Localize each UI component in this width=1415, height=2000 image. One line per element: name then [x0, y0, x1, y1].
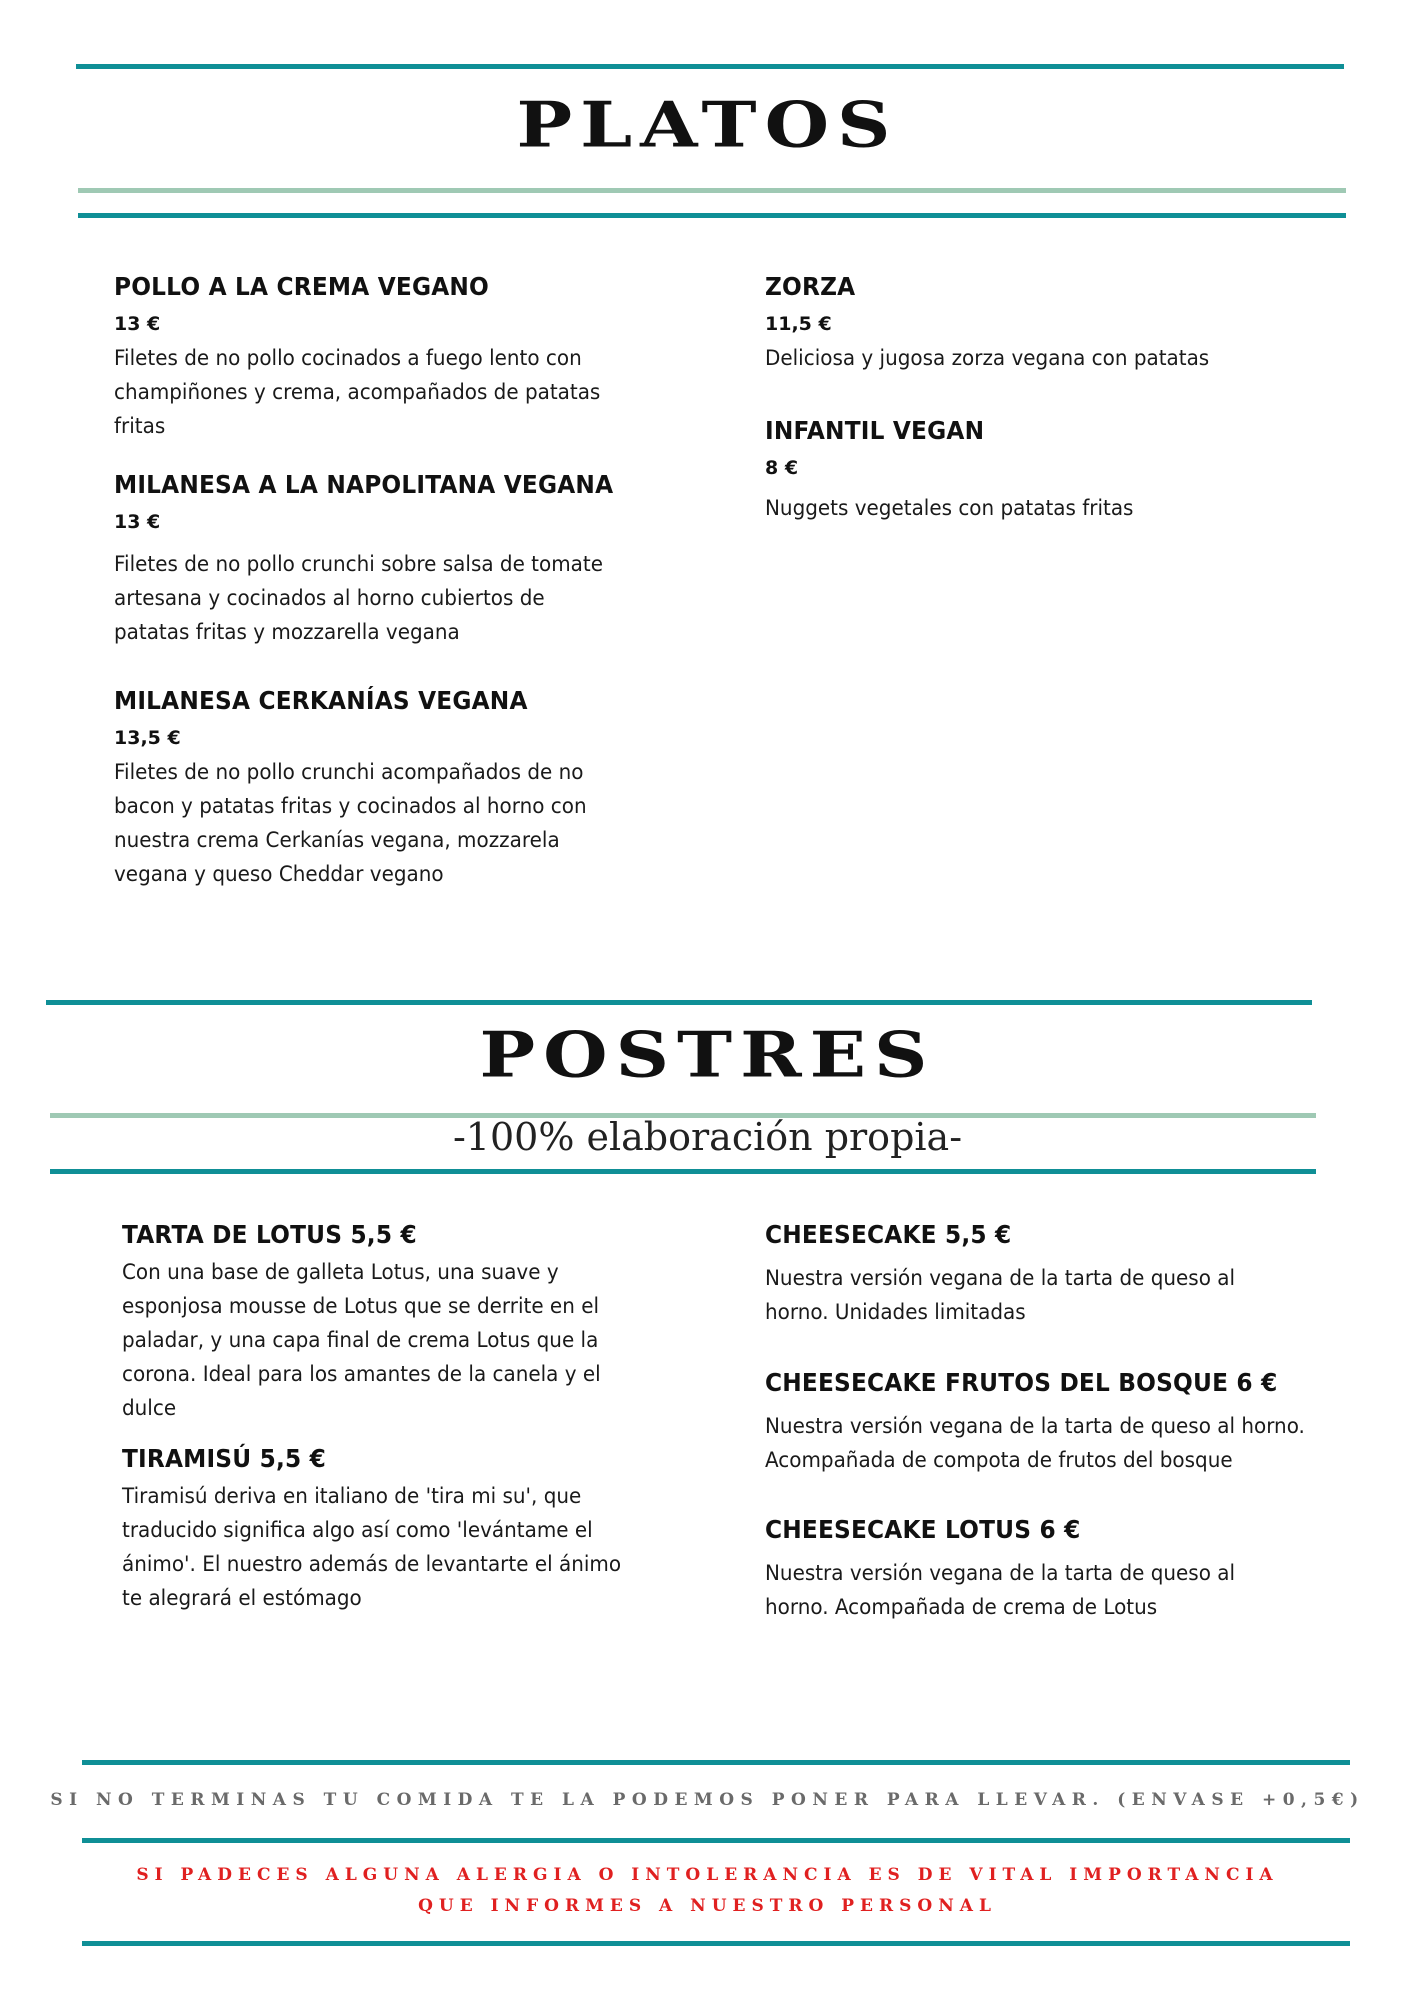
postre-cheesecake [765, 1220, 1345, 1329]
item-price: 13,5 € [114, 727, 181, 749]
item-name: CHEESECAKE 5,5 € [765, 1220, 1012, 1249]
item-name: MILANESA A LA NAPOLITANA VEGANA [114, 470, 614, 499]
platos-title: PLATOS [516, 88, 899, 162]
plato-pollo-crema [114, 272, 654, 443]
platos-mid-rule [78, 188, 1346, 193]
item-description: Con una base de galleta Lotus, una suave y esponjosa mousse de Lotus que se derrite en el paladar, y una capa final de crema Lotus que la corona. Ideal para los amantes de la canela y el dulce [122, 1260, 601, 1420]
item-name: TIRAMISÚ 5,5 € [122, 1444, 326, 1473]
item-description: Filetes de no pollo crunchi sobre salsa de tomate artesana y cocinados al horno cubiertos de patatas fritas y mozzarella vegana [114, 552, 603, 644]
item-name: POLLO A LA CREMA VEGANO [114, 272, 489, 301]
footer-rule-bottom [82, 1941, 1350, 1946]
item-description: Filetes de no pollo crunchi acompañados de no bacon y patatas fritas y cocinados al horno con nuestra crema Cerkanías vegana, mozzarela vegana y queso Cheddar vegano [114, 760, 587, 886]
postre-cheesecake-frutos-bosque [765, 1368, 1345, 1477]
item-description: Nuggets vegetales con patatas fritas [765, 496, 1134, 520]
plato-infantil-vegan [765, 416, 1325, 525]
item-name: CHEESECAKE FRUTOS DEL BOSQUE 6 € [765, 1368, 1278, 1397]
postre-tiramisu [122, 1444, 672, 1615]
item-name: CHEESECAKE LOTUS 6 € [765, 1515, 1081, 1544]
takeaway-notice: SI NO TERMINAS TU COMIDA TE LA PODEMOS PONER PARA LLEVAR. (ENVASE +0,5€) [50, 1790, 1365, 1810]
postres-title: POSTRES [479, 1018, 936, 1092]
postre-cheesecake-lotus [765, 1515, 1345, 1624]
plato-milanesa-napolitana [114, 470, 654, 649]
item-price: 11,5 € [765, 313, 832, 335]
item-description: Deliciosa y jugosa zorza vegana con patatas [765, 346, 1210, 370]
item-name: TARTA DE LOTUS 5,5 € [122, 1220, 417, 1249]
postres-bottom-rule [50, 1169, 1316, 1174]
item-description: Nuestra versión vegana de la tarta de queso al horno. Acompañada de crema de Lotus [765, 1561, 1236, 1619]
allergy-notice-line-1: SI PADECES ALGUNA ALERGIA O INTOLERANCIA ES DE VITAL IMPORTANCIA [136, 1865, 1279, 1885]
platos-top-rule [76, 64, 1344, 69]
item-price: 13 € [114, 511, 161, 533]
item-name: MILANESA CERKANÍAS VEGANA [114, 686, 528, 715]
allergy-notice-line-2: QUE INFORMES A NUESTRO PERSONAL [418, 1896, 997, 1916]
item-description: Nuestra versión vegana de la tarta de queso al horno. Acompañada de compota de frutos del bosque [765, 1414, 1305, 1472]
item-description: Filetes de no pollo cocinados a fuego lento con champiñones y crema, acompañados de patatas fritas [114, 346, 601, 438]
item-price: 8 € [765, 457, 799, 479]
platos-bottom-rule [78, 213, 1346, 218]
item-name: INFANTIL VEGAN [765, 416, 985, 445]
plato-zorza [765, 272, 1325, 375]
footer-rule-middle [82, 1838, 1350, 1843]
allergy-notice [0, 1860, 1415, 1922]
postres-top-rule [46, 1000, 1312, 1005]
item-description: Nuestra versión vegana de la tarta de queso al horno. Unidades limitadas [765, 1266, 1236, 1324]
plato-milanesa-cerkanias [114, 686, 654, 891]
postre-tarta-lotus [122, 1220, 672, 1425]
item-description: Tiramisú deriva en italiano de 'tira mi su', que traducido significa algo así como 'levántame el ánimo'. El nuestro además de levantarte el ánimo te alegrará el estómago [122, 1484, 622, 1610]
item-name: ZORZA [765, 272, 856, 301]
item-price: 13 € [114, 313, 161, 335]
footer-rule-top [82, 1760, 1350, 1765]
postres-subtitle: -100% elaboración propia- [452, 1115, 963, 1159]
